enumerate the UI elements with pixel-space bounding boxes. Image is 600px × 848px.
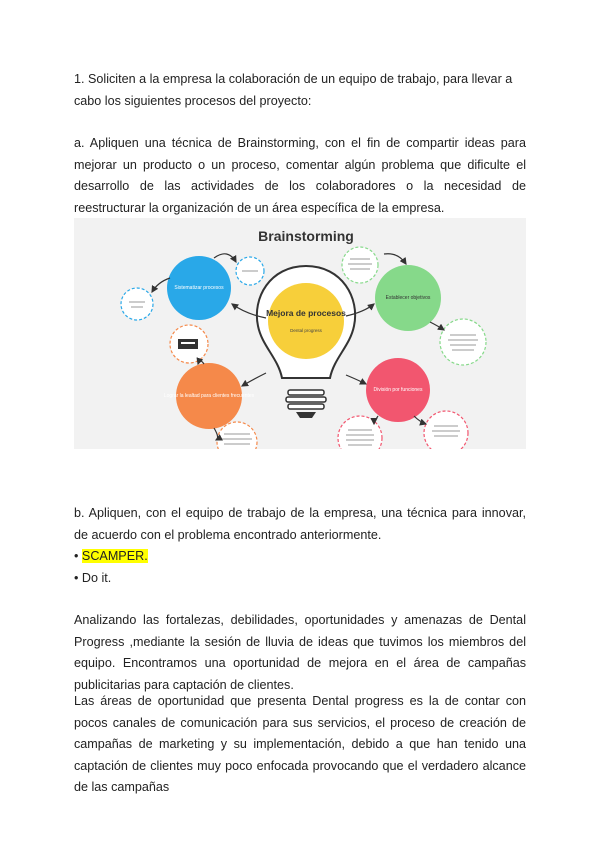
node-orange-label: Lograr la lealtad para clientes frecuentes bbox=[163, 393, 255, 399]
paragraph-analysis: Analizando las fortalezas, debilidades, oportunidades y amenazas de Dental Progress ,mediante la sesión de lluvia de ideas que tuvimos los miembros del equipo. Encontramos una oportunidad de mejora en el área de campañas publicitarias para captación de clientes. bbox=[74, 613, 526, 692]
figure-title: Brainstorming bbox=[258, 228, 354, 244]
center-subtitle: Dental progress bbox=[290, 328, 322, 333]
instruction-a: a. Apliquen una técnica de Brainstorming, con el fin de compartir ideas para mejorar un producto o un proceso, comentar algún problema que dificulte el desarrollo de las actividades de los colaboradores o la necesidad de reestructurar la organización de un área específica de la empresa. bbox=[74, 136, 526, 215]
instruction-1: 1. Soliciten a la empresa la colaboración de un equipo de trabajo, para llevar a cabo los siguientes procesos del proyecto: bbox=[74, 72, 513, 108]
lightbulb-icon bbox=[257, 266, 355, 418]
brainstorming-figure bbox=[74, 218, 526, 449]
instruction-b: b. Apliquen, con el equipo de trabajo de la empresa, una técnica para innovar, de acuerdo con el problema encontrado anteriormente. bbox=[74, 506, 526, 542]
center-circle bbox=[268, 283, 344, 359]
scamper-highlight: SCAMPER. bbox=[81, 549, 148, 563]
node-blue-label: Sistematizar procesos bbox=[174, 285, 224, 291]
bullet-scamper bbox=[74, 546, 526, 568]
paragraph-opportunities: Las áreas de oportunidad que presenta Dental progress es la de contar con pocos canales de comunicación para sus servicios, el proceso de creación de campañas de marketing y su implementación, debido a que han tenido una captación de clientes muy poco enfocada provocando que el verdadero alcance de las campañas bbox=[74, 694, 526, 794]
node-pink-label: División por funciones bbox=[373, 387, 423, 393]
node-green-label: Establecer objetivos bbox=[385, 295, 431, 301]
bullet-mark: • bbox=[74, 549, 82, 563]
center-title: Mejora de procesos bbox=[266, 308, 346, 318]
bullet-doit: • Do it. bbox=[74, 571, 112, 585]
